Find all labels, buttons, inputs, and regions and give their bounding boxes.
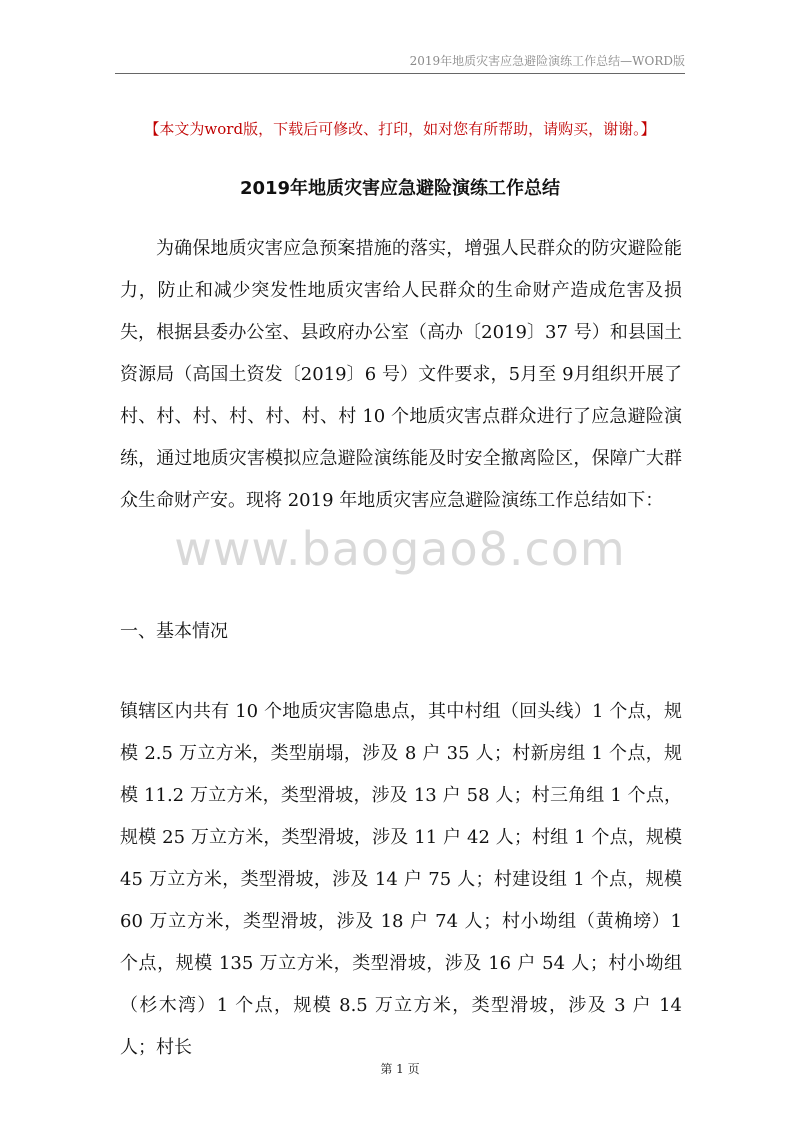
page-number: 第 1 页	[380, 1062, 420, 1076]
purchase-notice: 【本文为word版，下载后可修改、打印，如对您有所帮助，请购买，谢谢。】	[144, 120, 656, 138]
document-title: 2019年地质灾害应急避险演练工作总结	[239, 178, 561, 199]
page-header: 2019年地质灾害应急避险演练工作总结—WORD版	[409, 54, 685, 68]
header-divider	[115, 73, 685, 74]
basic-info-paragraph: 镇辖区内共有 10 个地质灾害隐患点，其中村组（回头线）1 个点，规模 2.5 万立方米，类型崩塌，涉及 8 户 35 人；村新房组 1 个点，规模 11.2 万立方米，类型滑坡，涉及 13 户 58 人；村三角组 1 个点，规模 25 万立方米，类型滑坡，涉及 11 户 42 人；村组 1 个点，规模 45 万立方米，类型滑坡，涉及 14 户 75 人；村建设组 1 个点，规模 60 万立方米，类型滑坡，涉及 18 户 74 人；村小坳组（黄桷塝）1 个点，规模 135 万立方米，类型滑坡，涉及 16 户 54 人；村小坳组（杉木湾）1 个点，规模 8.5 万立方米，类型滑坡，涉及 3 户 14 人；村长	[120, 701, 682, 1058]
watermark: www.baogao8.com	[174, 522, 626, 576]
intro-paragraph: 为确保地质灾害应急预案措施的落实，增强人民群众的防灾避险能力，防止和减少突发性地质灾害给人民群众的生命财产造成危害及损失，根据县委办公室、县政府办公室（高办〔2019〕37 号）和县国土资源局（高国土资发〔2019〕6 号）文件要求，5月至 9月组织开展了村、村、村、村、村、村、村 10 个地质灾害点群众进行了应急避险演练，通过地质灾害模拟应急避险演练能及时安全撤离险区，保障广大群众生命财产安。现将 2019 年地质灾害应急避险演练工作总结如下：	[120, 238, 682, 511]
section-heading: 一、基本情况	[120, 621, 228, 642]
